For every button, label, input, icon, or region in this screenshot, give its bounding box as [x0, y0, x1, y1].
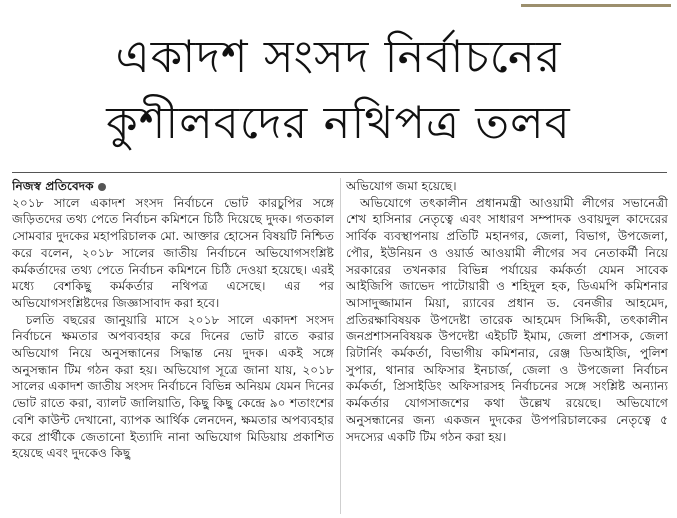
paragraph: চলতি বছরের জানুয়ারি মাসে ২০১৮ সালে একাদশ সংসদ নির্বাচনে ক্ষমতার অপব্যবহার করে দিনের ভোট রাতে করার অভিযোগ নিয়ে অনুসন্ধানের সিদ্ধান্ত নেয় দুদক। একই সঙ্গে অনুসন্ধান টিম গঠন করা হয়। অভিযোগ সূত্রে জানা যায়, ২০১৮ সালের একাদশ জাতীয় সংসদ নির্বাচনে বিভিন্ন অনিয়ম যেমন দিনের ভোট রাতে করা, ব্যালট জালিয়াতি, কিছু কিছু কেন্দ্রে ৯০ শতাংশের বেশি কাউন্ট দেখানো, ব্যাপক আর্থিক লেনদেন, ক্ষমতার অপব্যবহার করে প্রার্থীকে জেতানো ইত্যাদি নানা অভিযোগ মিডিয়ায় প্রকাশিত হয়েছে এবং দুদকেও কিছু: [12, 312, 334, 461]
bullet-icon: [98, 183, 106, 191]
byline-row: [12, 178, 334, 195]
paragraph: ২০১৮ সালে একাদশ সংসদ নির্বাচনে ভোট কারচুপির সঙ্গে জড়িতদের তথ্য পেতে নির্বাচন কমিশনে চিঠি দিয়েছে দুদক। গতকাল সোমবার দুদকের মহাপরিচালক মো. আক্তার হোসেন বিষয়টি নিশ্চিত করে বলেন, ২০১৮ সালের জাতীয় নির্বাচনে অভিযোগসংশ্লিষ্ট কর্মকর্তাদের তথ্য পেতে নির্বাচন কমিশনে চিঠি দেওয়া হয়েছে। এরই মধ্যে বেশকিছু কর্মকর্তার নথিপত্র এসেছে। এর পর অভিযোগসংশ্লিষ্টদের জিজ্ঞাসাবাদ করা হবে।: [12, 195, 334, 310]
top-rule: [0, 4, 677, 7]
byline: নিজস্ব প্রতিবেদক: [12, 179, 94, 193]
article-body: [12, 178, 667, 514]
article-column-left: [12, 178, 334, 514]
headline-line-2: কুশীলবদের নথিপত্র তলব: [106, 96, 571, 149]
headline-line-1: একাদশ সংসদ নির্বাচনের: [115, 30, 562, 83]
top-rule-accent: [521, 4, 671, 7]
headline: [0, 24, 677, 156]
headline-divider: [12, 172, 667, 173]
column-divider: [340, 178, 341, 514]
paragraph: অভিযোগ জমা হয়েছে।: [346, 179, 457, 193]
article-column-right: [346, 178, 668, 514]
paragraph: অভিযোগে তৎকালীন প্রধানমন্ত্রী আওয়ামী লীগের সভানেত্রী শেখ হাসিনার নেতৃত্বে এবং সাধারণ সম্পাদক ওবায়দুল কাদেরের সার্বিক ব্যবস্থাপনায় প্রতিটি মহানগর, জেলা, বিভাগ, উপজেলা, পৌর, ইউনিয়ন ও ওয়ার্ড আওয়ামী লীগের সব নেতাকর্মী নিয়ে সরকারের তখনকার বিভিন্ন পর্যায়ের কর্মকর্তা যেমন সাবেক আইজিপি জাভেদ পাটোয়ারী ও শহিদুল হক, ডিএমপি কমিশনার আসাদুজ্জামান মিয়া, র‌্যাবের প্রধান ড. বেনজীর আহমেদ, প্রতিরক্ষাবিষয়ক উপদেষ্টা তারেক আহমেদ সিদ্দিকী, তৎকালীন জনপ্রশাসনবিষয়ক উপদেষ্টা এইচটি ইমাম, জেলা প্রশাসক, জেলা রিটার্নিং কর্মকর্তা, বিভাগীয় কমিশনার, রেঞ্জ ডিআইজি, পুলিশ সুপার, থানার অফিসার ইনচার্জ, জেলা ও উপজেলা নির্বাচন কর্মকর্তা, প্রিসাইডিং অফিসারসহ নির্বাচনের সঙ্গে সংশ্লিষ্ট অন্যান্য কর্মকর্তার যোগসাজশের কথা উল্লেখ রয়েছে। অভিযোগে অনুসন্ধানের জন্য একজন দুদকের উপপরিচালকের নেতৃত্বে ৫ সদস্যের একটি টিম গঠন করা হয়।: [346, 195, 668, 444]
